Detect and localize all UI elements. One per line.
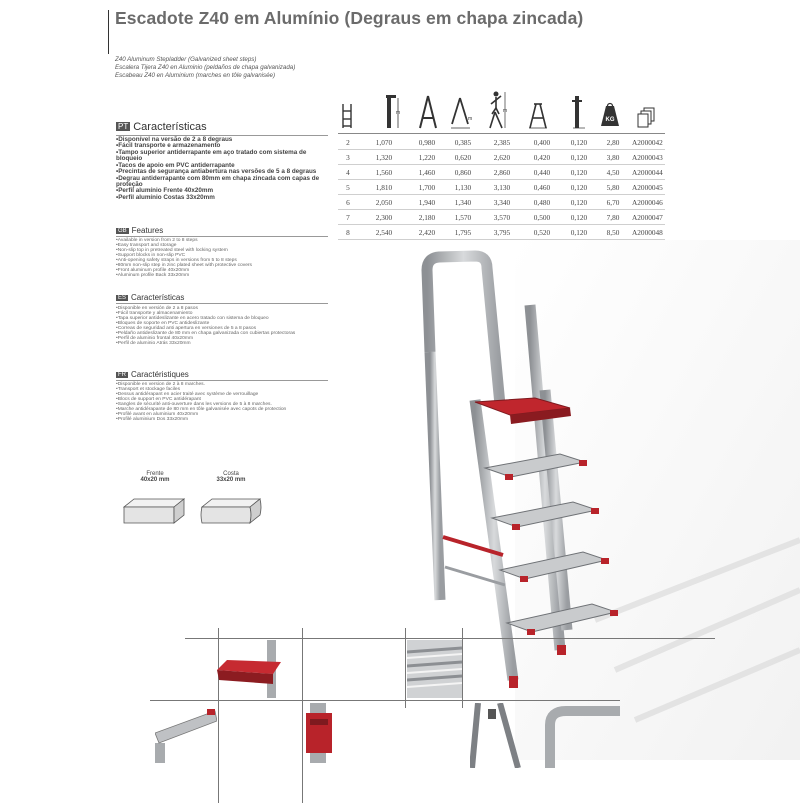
feature-item: • Anti-opening safety straps in versions from 5 to 8 steps — [116, 258, 326, 263]
spec-cell: 3,570 — [482, 210, 522, 225]
feature-item: • Blocs de support en PVC antidérapant — [116, 397, 326, 402]
detail-photo-handle — [540, 703, 620, 768]
feature-item: • Fácil transporte e armazenamento — [116, 143, 326, 149]
spec-cell: 1,220 — [410, 150, 444, 165]
features-list-fr — [116, 382, 326, 422]
spec-cell: 2,180 — [410, 210, 444, 225]
profile-back-size: 33x20 mm — [216, 477, 246, 483]
spec-cell: 0,620 — [444, 150, 482, 165]
profile-front-label — [120, 471, 190, 483]
feature-item: • 80mm non-slip step in zinc plated sheet with protective covers — [116, 263, 326, 268]
weight-kg-icon — [598, 90, 622, 130]
feature-item: • Disponible en versión de 2 a 8 pasos — [116, 306, 326, 311]
page-title: Escadote Z40 em Alumínio (Degraus em chapa zincada) — [115, 8, 584, 28]
spec-cell: 0,120 — [562, 135, 596, 150]
section-title-es: Características — [131, 293, 185, 302]
features-list-gb — [116, 238, 326, 278]
section-heading-fr — [116, 370, 189, 379]
feature-item: • Support blocks in non-slip PVC — [116, 253, 326, 258]
ladder-height-icon — [416, 90, 440, 130]
gallery-rule-v4 — [462, 628, 463, 708]
feature-item: • Bloques de soporte en PVC antideslizante — [116, 321, 326, 326]
detail-photo-top-platform — [215, 640, 287, 698]
profile-front-image — [120, 493, 192, 532]
spec-cell: 1,560 — [358, 165, 410, 180]
features-list-pt — [116, 137, 326, 201]
spec-cell: 0,500 — [522, 210, 562, 225]
spec-cell: 2,420 — [410, 225, 444, 240]
subtitle-fr: Escabeau Z40 en Aluminium (marches en tôle galvanisée) — [115, 72, 276, 79]
title-divider — [108, 10, 109, 54]
spec-cell: 1,070 — [358, 135, 410, 150]
feature-item: • Easy transport and storage — [116, 243, 326, 248]
spec-cell: 1,795 — [444, 225, 482, 240]
svg-text:m: m — [503, 108, 508, 114]
table-header-rule — [338, 133, 665, 134]
feature-item: • Precintas de segurança antiabertura nas versões de 5 a 8 degraus — [116, 169, 326, 175]
spec-cell: 0,980 — [410, 135, 444, 150]
spec-cell: 1,130 — [444, 180, 482, 195]
spec-cell: 0,420 — [522, 150, 562, 165]
base-width-icon — [448, 90, 474, 130]
feature-item: • Tampo superior antiderrapante em aço tratado com sistema de bloqueio — [116, 150, 326, 163]
spec-cell: A2000043 — [630, 150, 665, 165]
section-heading-pt — [116, 121, 207, 133]
spec-cell: 0,120 — [562, 180, 596, 195]
section-title-pt: Características — [133, 121, 207, 133]
spec-cell: A2000047 — [630, 210, 665, 225]
spec-cell: 1,340 — [444, 195, 482, 210]
spec-cell: 2,385 — [482, 135, 522, 150]
spec-row — [338, 210, 665, 225]
spec-cell: 1,810 — [358, 180, 410, 195]
feature-item: • Perfil de aluminio Atrás 33x20mm — [116, 341, 326, 346]
spec-cell: 3,340 — [482, 195, 522, 210]
spec-cell: 2,860 — [482, 165, 522, 180]
spec-cell: 0,120 — [562, 165, 596, 180]
feature-item: • Tapa superior antideslizante en acero tratado con sistema de bloqueo — [116, 316, 326, 321]
spec-cell: 2,050 — [358, 195, 410, 210]
detail-photo-foot — [300, 703, 345, 763]
profile-back-name: Costa — [223, 471, 239, 477]
feature-item: • Marche antidérapante de 80 mm en tôle galvanisée avec capots de protection — [116, 407, 326, 412]
svg-text:m: m — [396, 110, 401, 116]
spec-cell: 3 — [338, 150, 358, 165]
feature-item: • Front aluminum profile 40x20mm — [116, 268, 326, 273]
spec-row — [338, 150, 665, 165]
feature-item: • Sangles de sécurité anti-ouverture dans les versions de 5 à 8 marches. — [116, 402, 326, 407]
feature-item: • Non-slip top in pretreated steel with locking system — [116, 248, 326, 253]
features-list-es — [116, 306, 326, 346]
lang-tag-gb: GB — [118, 228, 127, 234]
feature-item: • Disponible en version de 2 à 8 marches. — [116, 382, 326, 387]
spec-cell: 3,80 — [596, 150, 630, 165]
gallery-rule-top — [185, 638, 715, 639]
spec-cell: A2000046 — [630, 195, 665, 210]
spec-cell: 5 — [338, 180, 358, 195]
profile-back-image — [198, 493, 270, 532]
spec-cell: 2,620 — [482, 150, 522, 165]
lang-tag-fr: FR — [118, 372, 126, 378]
spec-cell: 0,480 — [522, 195, 562, 210]
weight-badge-text: KG — [605, 117, 615, 123]
spec-row — [338, 195, 665, 210]
profile-front-name: Frente — [146, 471, 164, 477]
steps-count-icon — [340, 90, 354, 130]
subtitle-en: Z40 Aluminum Stepladder (Galvanized sheet steps) — [115, 56, 257, 63]
spec-cell: 1,570 — [444, 210, 482, 225]
subtitle-es: Escalera Tijera Z40 en Aluminio (peldaños de chapa galvanizada) — [115, 64, 296, 71]
spec-cell: 4 — [338, 165, 358, 180]
spec-row — [338, 135, 665, 150]
feature-item: • Available in version from 2 to 8 steps — [116, 238, 326, 243]
spec-cell: 7,80 — [596, 210, 630, 225]
feature-item: • Perfil alumínio Frente 40x20mm — [116, 188, 326, 194]
spec-cell: 8 — [338, 225, 358, 240]
spec-cell: 2,80 — [596, 135, 630, 150]
spec-cell: 0,460 — [522, 180, 562, 195]
spec-cell: A2000048 — [630, 225, 665, 240]
spec-cell: A2000045 — [630, 180, 665, 195]
spec-cell: 1,460 — [410, 165, 444, 180]
spec-cell: 1,320 — [358, 150, 410, 165]
spec-cell: A2000044 — [630, 165, 665, 180]
feature-item: • Tacos de apoio em PVC antiderrapante — [116, 163, 326, 169]
top-step-depth-icon — [526, 90, 550, 130]
spec-cell: 0,400 — [522, 135, 562, 150]
spec-cell: 6,70 — [596, 195, 630, 210]
spec-cell: 0,120 — [562, 150, 596, 165]
spec-cell: A2000042 — [630, 135, 665, 150]
spec-cell: 7 — [338, 210, 358, 225]
section-rule-es — [116, 303, 328, 304]
feature-item: • Disponível na versão de 2 a 8 degraus — [116, 137, 326, 143]
spec-cell: 0,120 — [562, 195, 596, 210]
reach-height-icon — [486, 90, 510, 130]
spec-row — [338, 225, 665, 240]
spec-cell: 2,540 — [358, 225, 410, 240]
feature-item: • Profilé avant en aluminium 40x20mm — [116, 412, 326, 417]
profile-back-label — [196, 471, 266, 483]
spec-cell: 8,50 — [596, 225, 630, 240]
feature-item: • Dessus antidérapant en acier traité avec système de verrouillage — [116, 392, 326, 397]
feature-item: • Perfil de aluminio frontal 40x20mm — [116, 336, 326, 341]
spec-cell: 6 — [338, 195, 358, 210]
feature-item: • Aluminum profile Back 33x20mm — [116, 273, 326, 278]
section-title-fr: Caractéristiques — [131, 370, 189, 379]
spec-cell: 2,300 — [358, 210, 410, 225]
spec-cell: 4,50 — [596, 165, 630, 180]
feature-item: • Profilé aluminium Dos 33x20mm — [116, 417, 326, 422]
detail-photo-step — [155, 703, 217, 763]
spec-cell: 5,80 — [596, 180, 630, 195]
gallery-rule-v3 — [405, 628, 406, 708]
spec-cell: 0,520 — [522, 225, 562, 240]
section-heading-es — [116, 293, 184, 302]
profile-thickness-icon — [570, 90, 588, 130]
feature-item: • Degrau antiderrapante com 80mm em chapa zincada com capas de proteção — [116, 176, 326, 189]
section-title-gb: Features — [131, 226, 164, 235]
detail-photo-profile — [407, 640, 462, 698]
spec-cell: 0,120 — [562, 225, 596, 240]
feature-item: • Fácil transporte y almacenamiento — [116, 311, 326, 316]
section-rule-gb — [116, 236, 328, 237]
section-heading-gb — [116, 226, 163, 235]
lang-tag-es: ES — [118, 295, 127, 301]
spec-row — [338, 180, 665, 195]
spec-cell: 0,860 — [444, 165, 482, 180]
spec-cell: 1,940 — [410, 195, 444, 210]
spec-cell: 3,795 — [482, 225, 522, 240]
spec-cell: 0,385 — [444, 135, 482, 150]
lang-tag-pt: PT — [118, 122, 129, 131]
spec-cell: 0,440 — [522, 165, 562, 180]
feature-item: • Perfil alumínio Costas 33x20mm — [116, 195, 326, 201]
spec-row — [338, 165, 665, 180]
spec-cell: 3,130 — [482, 180, 522, 195]
feature-item: • Peldaño antideslizante de 80 mm en chapa galvanizada con cubiertas protectoras — [116, 331, 326, 336]
spec-cell: 1,700 — [410, 180, 444, 195]
profile-front-size: 40x20 mm — [140, 477, 170, 483]
product-code-icon — [636, 90, 658, 130]
section-rule-fr — [116, 380, 328, 381]
spec-cell: 0,120 — [562, 210, 596, 225]
svg-text:m: m — [468, 116, 473, 122]
feature-item: • Transport et stockage faciles — [116, 387, 326, 392]
detail-photo-hinge — [470, 703, 525, 768]
working-height-icon — [382, 90, 404, 130]
gallery-rule-mid — [150, 700, 620, 701]
spec-cell: 2 — [338, 135, 358, 150]
feature-item: • Correas de seguridad anti apertura en versiones de 5 a 8 pasos — [116, 326, 326, 331]
spec-table — [338, 135, 665, 240]
